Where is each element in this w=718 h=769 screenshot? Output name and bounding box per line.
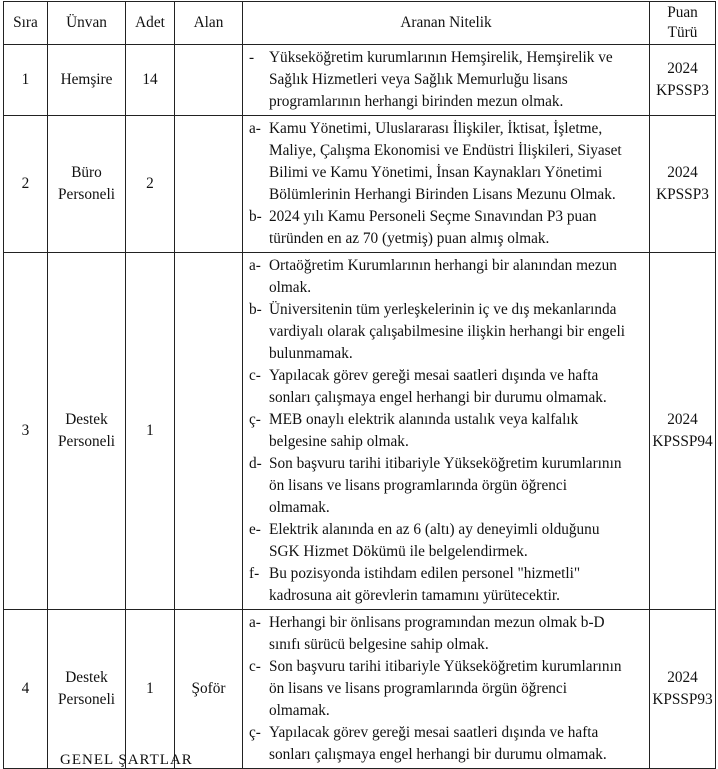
header-adet: Adet [126,2,175,45]
criteria-text: Yapılacak görev gereği mesai saatleri dışında ve hafta sonları çalışmaya engel herhangi bir durumu olmamak. [269,367,607,406]
criteria-letter: a- [249,120,261,137]
puan-code: KPSSP94 [652,433,713,450]
table-body [4,45,716,769]
unvan-line1: Destek [65,411,108,428]
criteria-text: Ortaöğretim Kurumlarının herhangi bir alanından mezun olmak. [269,257,617,296]
unvan-line2: Personeli [58,691,115,708]
criteria-item [249,563,643,607]
header-puan-turu [650,2,716,45]
criteria-letter: - [249,49,255,66]
criteria-item [249,47,643,113]
criteria-letter: e- [249,521,261,538]
header-nitelik: Aranan Nitelik [243,2,650,45]
criteria-text: Bu pozisyonda istihdam edilen personel "hizmetli" kadrosuna ait görevlerin tamamını yürütecektir. [269,565,581,604]
cell-puan-turu [650,45,716,116]
cell-alan [175,253,243,610]
criteria-list [243,610,649,768]
criteria-letter: d- [249,455,262,472]
criteria-text: Yapılacak görev gereği mesai saatleri dışında ve hafta sonları çalışmaya engel herhangi bir durumu olmamak. [269,724,607,763]
unvan-line1: Hemşire [60,71,113,88]
cell-unvan [48,253,126,610]
criteria-item [249,299,643,365]
cell-alan: Şoför [175,610,243,769]
cell-sira: 4 [4,610,48,769]
cell-alan [175,116,243,253]
criteria-item [249,656,643,722]
puan-year: 2024 [667,411,698,428]
header-row [4,2,716,45]
criteria-item [249,118,643,206]
header-unvan: Ünvan [48,2,126,45]
requirements-table [3,1,716,769]
cell-adet: 1 [126,610,175,769]
table-row [4,45,716,116]
unvan-line2: Personeli [58,433,115,450]
criteria-text: Elektrik alanında en az 6 (altı) ay deneyimli olduğunu SGK Hizmet Dökümü ile belgelendirmek. [269,521,600,560]
criteria-text: Herhangi bir önlisans programından mezun olmak b-D sınıfı sürücü belgesine sahip olmak. [269,614,605,653]
cell-nitelik [243,45,650,116]
cell-puan-turu [650,253,716,610]
cell-sira: 2 [4,116,48,253]
criteria-item [249,365,643,409]
criteria-letter: b- [249,208,262,225]
criteria-letter: b- [249,301,262,318]
criteria-item [249,453,643,519]
cell-puan-turu [650,610,716,769]
criteria-letter: c- [249,367,261,384]
header-alan: Alan [175,2,243,45]
cell-sira: 3 [4,253,48,610]
criteria-item [249,255,643,299]
header-puan-line1: Puan [667,4,698,21]
puan-code: KPSSP3 [656,82,709,99]
cell-unvan [48,610,126,769]
criteria-item [249,612,643,656]
criteria-item [249,409,643,453]
puan-year: 2024 [667,60,698,77]
criteria-text: MEB onaylı elektrik alanında ustalık veya kalfalık belgesine sahip olmak. [269,411,579,450]
cell-nitelik [243,116,650,253]
puan-code: KPSSP3 [656,186,709,203]
criteria-letter: a- [249,614,261,631]
cell-alan [175,45,243,116]
general-conditions-heading: GENEL ŞARTLAR [60,752,193,768]
unvan-line2: Personeli [58,186,115,203]
cell-unvan [48,45,126,116]
criteria-text: Son başvuru tarihi itibariyle Yükseköğretim kurumlarının ön lisans ve lisans programlarında örgün öğrenci olmamak. [269,455,622,516]
criteria-letter: c- [249,658,261,675]
criteria-letter: ç- [249,724,261,741]
criteria-item [249,722,643,766]
criteria-text: Üniversitenin tüm yerleşkelerinin iç ve dış mekanlarında vardiyalı olarak çalışabilmesine ilişkin herhangi bir engeli bulunmamak. [269,301,625,362]
header-puan-line2: Türü [667,24,698,41]
cell-adet: 2 [126,116,175,253]
puan-year: 2024 [667,164,698,181]
criteria-text: Kamu Yönetimi, Uluslararası İlişkiler, İktisat, İşletme, Maliye, Çalışma Ekonomisi ve Endüstri İlişkileri, Siyaset Bilimi ve Kamu Yönetimi, İnsan Kaynakları Yönetimi Bölümlerinin Herhangi Birinden Lisans Mezunu Olmak. [269,120,622,203]
cell-nitelik [243,610,650,769]
criteria-letter: a- [249,257,261,274]
puan-code: KPSSP93 [652,691,713,708]
header-sira: Sıra [4,2,48,45]
criteria-letter: ç- [249,411,261,428]
unvan-line1: Büro [71,164,102,181]
puan-year: 2024 [667,669,698,686]
table-row [4,116,716,253]
table-row [4,253,716,610]
criteria-list [243,45,649,115]
cell-unvan [48,116,126,253]
criteria-item [249,519,643,563]
criteria-letter: f- [249,565,260,582]
cell-puan-turu [650,116,716,253]
criteria-text: Son başvuru tarihi itibariyle Yükseköğretim kurumlarının ön lisans ve lisans programlarında örgün öğrenci olmamak. [269,658,622,719]
table-row [4,610,716,769]
cell-sira: 1 [4,45,48,116]
cell-adet: 14 [126,45,175,116]
cell-nitelik [243,253,650,610]
criteria-text: 2024 yılı Kamu Personeli Seçme Sınavından P3 puan türünden en az 70 (yetmiş) puan almış olmak. [269,208,597,247]
criteria-item [249,206,643,250]
unvan-line1: Destek [65,669,108,686]
criteria-list [243,253,649,609]
criteria-text: Yükseköğretim kurumlarının Hemşirelik, Hemşirelik ve Sağlık Hizmetleri veya Sağlık Memurluğu lisans programlarının herhangi birinden mezun olmak. [269,49,613,110]
criteria-list [243,116,649,252]
cell-adet: 1 [126,253,175,610]
